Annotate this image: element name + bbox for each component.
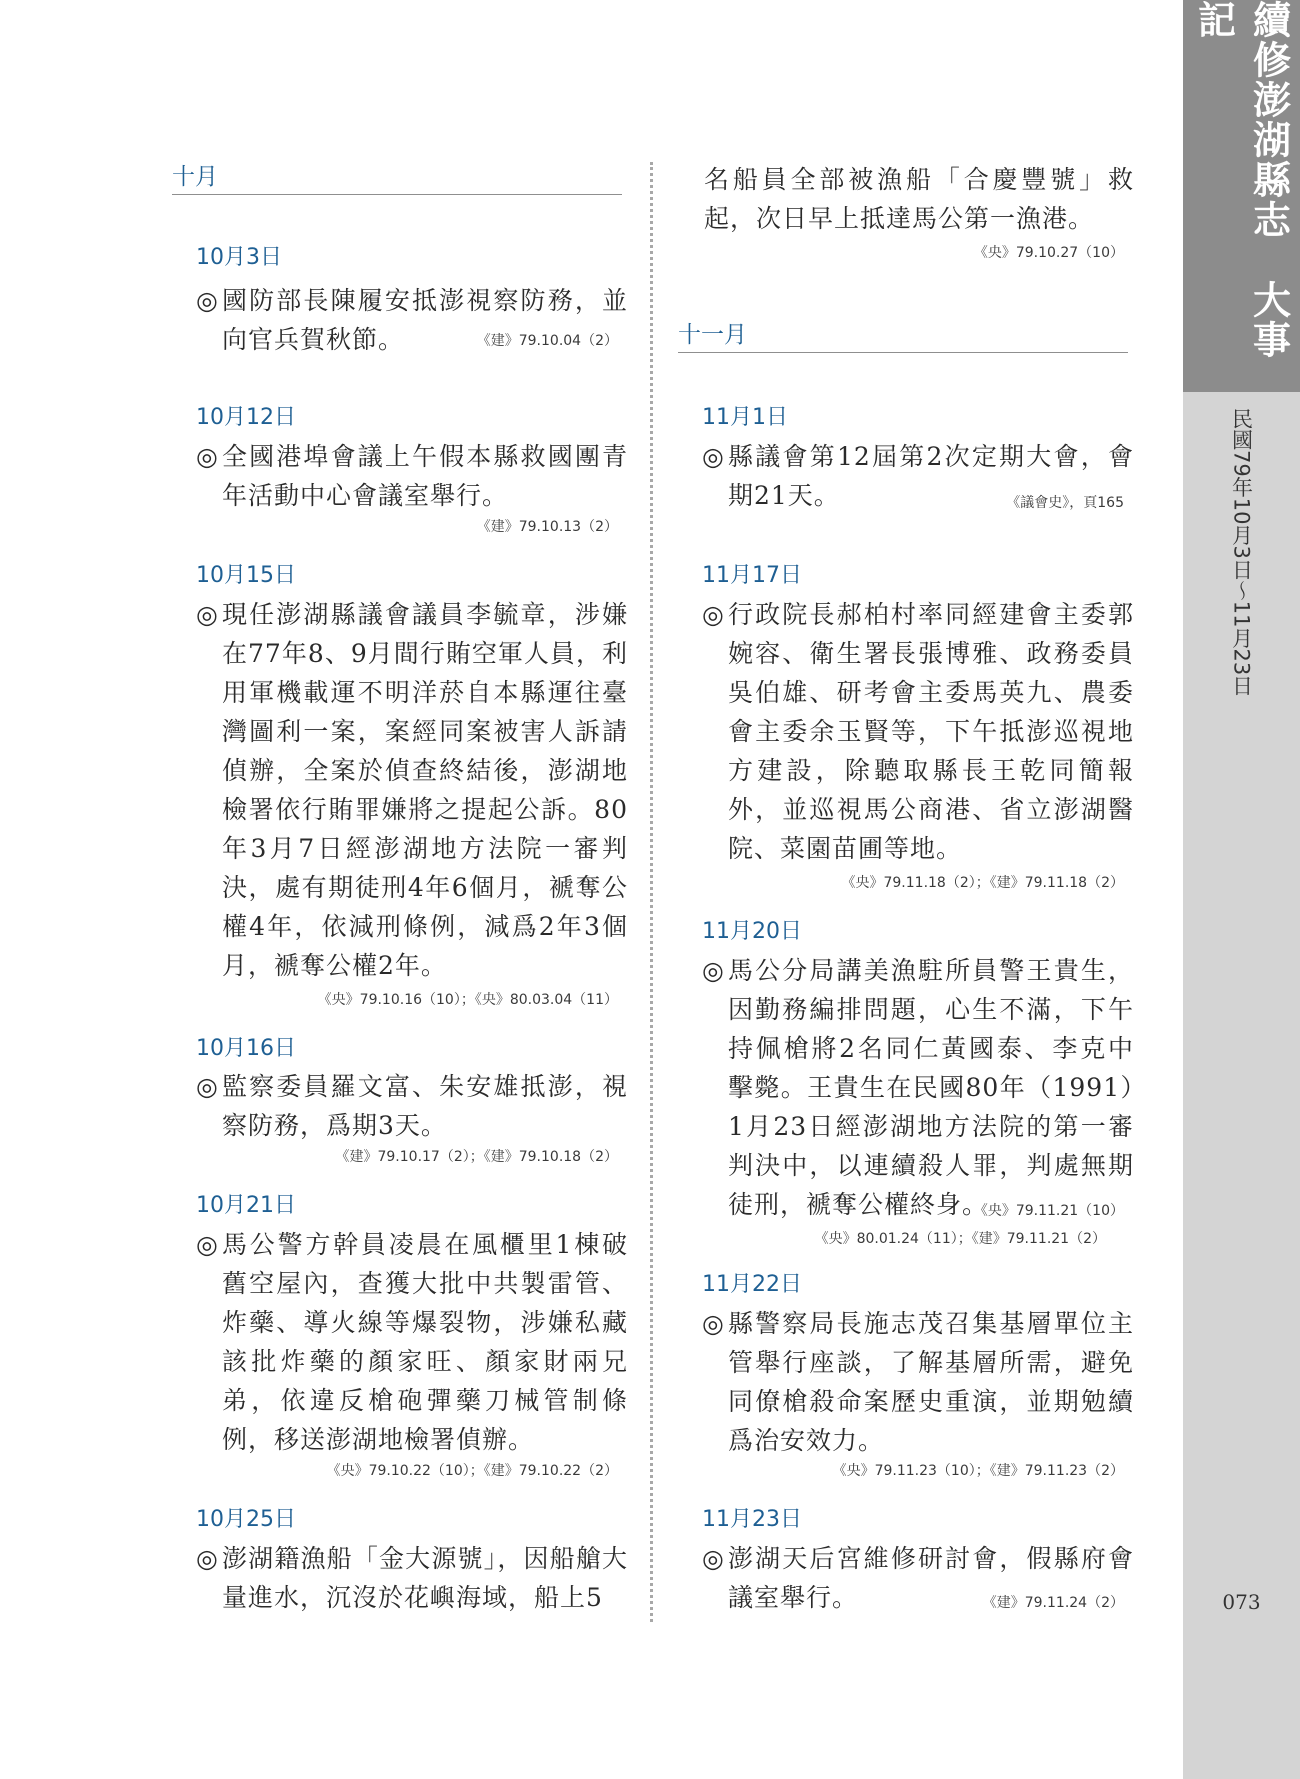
entry-text: ◎ 馬公警方幹員凌晨在風櫃里1棟破舊空屋內，查獲大批中共製雷管、炸藥、導火線等爆裂物，涉嫌私藏該批炸藥的顏家旺、顏家財兩兄弟，依違反槍砲彈藥刀械管制條例，移送澎湖地檢署偵辦。: [196, 1225, 628, 1459]
entry-text: ◎ 澎湖籍漁船「金大源號」，因船艙大量進水，沉沒於花嶼海域，船上5: [196, 1539, 628, 1617]
entry-mark: ◎: [196, 286, 218, 315]
entry-source: 《央》79.11.18（2）；《建》79.11.18（2）: [841, 875, 1124, 891]
entry-source: 《央》79.10.22（10）；《建》79.10.22（2）: [326, 1463, 618, 1479]
entry-mark: ◎: [702, 600, 724, 629]
entry-text: ◎ 縣議會第12屆第2次定期大會，會期21天。: [702, 437, 1134, 515]
entry-source: 《建》79.10.04（2）: [476, 333, 618, 349]
month-heading: 十月: [172, 162, 622, 195]
entry-mark: ◎: [702, 956, 724, 985]
entry-date: 10月21日: [196, 1193, 296, 1218]
page-number: 073: [1222, 1590, 1261, 1614]
entry-continuation: 名船員全部被漁船「合慶豐號」救起，次日早上抵達馬公第一漁港。: [704, 165, 1134, 233]
entry-text: ◎ 馬公分局講美漁駐所員警王貴生，因勤務編排問題，心生不滿，下午持佩槍將2名同仁黃國泰、李克中擊斃。王貴生在民國80年（1991）1月23日經澎湖地方法院的第一審判決中，以連續殺人罪，判處無期徒刑，褫奪公權終身。: [702, 951, 1134, 1224]
entry-source: 《建》79.10.17（2）；《建》79.10.18（2）: [335, 1149, 618, 1165]
column-divider: [650, 162, 653, 1622]
entry-mark: ◎: [702, 1544, 724, 1573]
entry-date: 10月25日: [196, 1507, 296, 1532]
entry-mark: ◎: [702, 1309, 724, 1338]
month-heading: 十一月: [678, 320, 1128, 353]
entry-source: 《央》80.01.24（11）；《建》79.11.21（2）: [814, 1231, 1106, 1247]
date-range: 民國79年10月3日～11月23日: [1229, 408, 1254, 697]
entry-date: 11月1日: [702, 405, 788, 430]
entry-date: 11月20日: [702, 919, 802, 944]
entry-source: 《建》79.11.24（2）: [982, 1595, 1124, 1611]
entry-source: 《央》79.11.23（10）；《建》79.11.23（2）: [832, 1463, 1124, 1479]
date-range-block: [1183, 408, 1300, 696]
book-title-block: [1183, 0, 1300, 392]
side-tab: [1183, 0, 1300, 1779]
entry-text: ◎ 行政院長郝柏村率同經建會主委郭婉容、衛生署長張博雅、政務委員吳伯雄、研考會主委馬英九、農委會主委余玉賢等，下午抵澎巡視地方建設，除聽取縣長王乾同簡報外，並巡視馬公商港、省立澎湖醫院、菜園苗圃等地。: [702, 595, 1134, 868]
entry-mark: ◎: [702, 442, 724, 471]
entry-text: ◎ 現任澎湖縣議會議員李毓章，涉嫌在77年8、9月間行賄空軍人員，利用軍機載運不明洋菸自本縣運往臺灣圖利一案，案經同案被害人訴請偵辦，全案於偵查終結後，澎湖地檢署依行賄罪嫌將之提起公訴。80年3月7日經澎湖地方法院一審判決，處有期徒刑4年6個月，褫奪公權4年，依減刑條例，減爲2年3個月，褫奪公權2年。: [196, 595, 628, 985]
entry-mark: ◎: [196, 1230, 218, 1259]
entry-date: 10月15日: [196, 563, 296, 588]
entry-mark: ◎: [196, 600, 218, 629]
entry-source: 《央》79.10.16（10）；《央》80.03.04（11）: [317, 992, 618, 1008]
entry-text: ◎ 澎湖天后宮維修研討會，假縣府會議室舉行。: [702, 1539, 1134, 1617]
entry-date: 11月17日: [702, 563, 802, 588]
entry-text: ◎ 國防部長陳履安抵澎視察防務，並向官兵賀秋節。: [196, 281, 628, 359]
entry-source: 《建》79.10.13（2）: [476, 519, 618, 535]
entry-text: ◎ 縣警察局長施志茂召集基層單位主管舉行座談，了解基層所需，避免同僚槍殺命案歷史重演，並期勉續爲治安效力。: [702, 1304, 1134, 1460]
entry-date: 10月3日: [196, 245, 282, 270]
entry-text: ◎ 全國港埠會議上午假本縣救國團青年活動中心會議室舉行。: [196, 437, 628, 515]
entry-date: 10月12日: [196, 405, 296, 430]
entry-mark: ◎: [196, 442, 218, 471]
entry-date: 11月23日: [702, 1507, 802, 1532]
entry-mark: ◎: [196, 1544, 218, 1573]
entry-date: 11月22日: [702, 1272, 802, 1297]
entry-source: 《議會史》，頁165: [1006, 495, 1124, 511]
entry-source: 《央》79.11.21（10）: [973, 1203, 1124, 1219]
entry-text: ◎ 監察委員羅文富、朱安雄抵澎，視察防務，爲期3天。: [196, 1067, 628, 1145]
entry-mark: ◎: [196, 1072, 218, 1101]
entry-source: 《央》79.10.27（10）: [973, 245, 1124, 261]
book-title: 續修澎湖縣志 大事記: [1191, 0, 1292, 360]
entry-date: 10月16日: [196, 1036, 296, 1061]
